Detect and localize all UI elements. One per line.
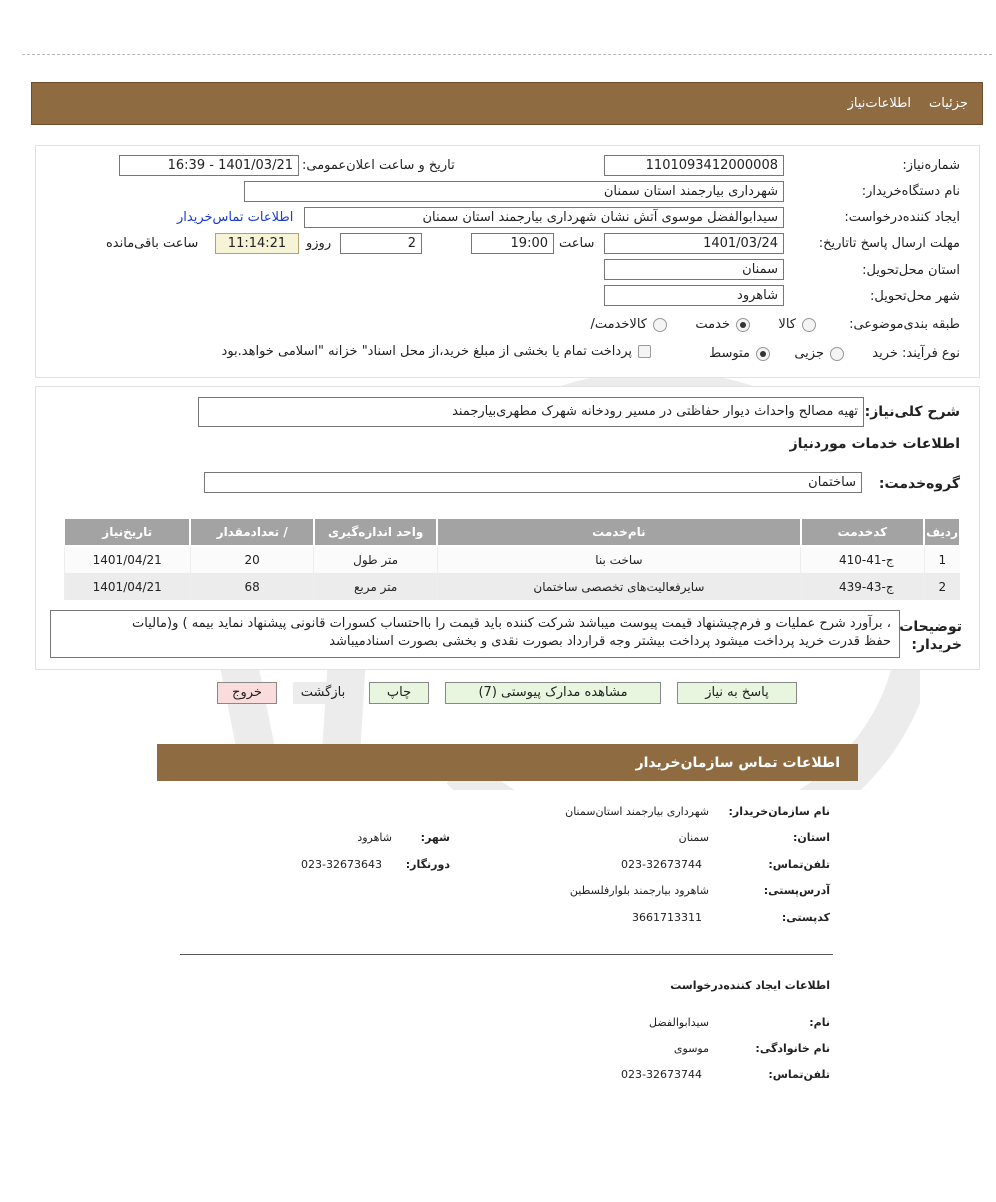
services-table	[63, 517, 961, 600]
header-bar	[31, 82, 983, 125]
remaining-time-box: 11:14:21	[215, 233, 299, 254]
fax-value: 023-32673643	[301, 858, 382, 871]
province-field[interactable]: سمنان	[604, 259, 784, 280]
service-group-field[interactable]: ساختمان	[204, 472, 862, 493]
requester-name-value: سیدابوالفضل	[649, 1016, 709, 1029]
cell-code: ج-41-410	[801, 546, 925, 573]
cell-name: سایرفعالیت‌های تخصصی ساختمان	[437, 573, 800, 600]
contact-province-value: سمنان	[678, 831, 709, 844]
need-number-field[interactable]: 1101093412000008	[604, 155, 784, 176]
cell-date: 1401/04/21	[64, 573, 190, 600]
address-value: شاهرود بیارجمند بلوارفلسطین	[569, 884, 709, 897]
process-option-minor[interactable]: جزیی	[794, 346, 844, 361]
back-button[interactable]: بازگشت	[293, 682, 353, 704]
city-label: شهر محل‌تحویل:	[870, 289, 960, 304]
contact-province-label: استان:	[793, 831, 830, 844]
org-label: نام سازمان‌خریدار:	[728, 805, 830, 818]
attachments-button[interactable]: مشاهده مدارک پیوستی (7)	[445, 682, 661, 704]
requester-phone-label: تلفن‌تماس:	[768, 1068, 830, 1081]
announce-field[interactable]: 1401/03/21 - 16:39	[119, 155, 299, 176]
process-label: نوع فرآیند: خرید	[872, 346, 960, 361]
col-date: تاریخ‌نیاز	[64, 518, 190, 546]
cell-unit: متر طول	[314, 546, 437, 573]
category-label: طبقه بندی‌موضوعی:	[849, 317, 960, 332]
table-row[interactable]	[64, 573, 960, 600]
buyer-org-label: نام دستگاه‌خریدار:	[861, 184, 960, 199]
need-number-label: شماره‌نیاز:	[902, 158, 960, 173]
province-label: استان محل‌تحویل:	[862, 263, 960, 278]
buyer-notes-label: توضیحات خریدار:	[899, 619, 962, 653]
tab-need-info[interactable]: اطلاعات‌نیاز	[847, 96, 912, 111]
days-label: روزو	[306, 236, 332, 251]
contact-section-header: اطلاعات تماس سازمان‌خریدار	[157, 744, 858, 781]
org-value: شهرداری بیارجمند استان‌سمنان	[565, 805, 709, 818]
exit-button[interactable]: خروج	[217, 682, 277, 704]
requester-title: اطلاعات ایجاد کننده‌درخواست	[670, 979, 830, 992]
payment-note: پرداخت تمام یا بخشی از مبلغ خرید،از محل اسناد" خزانه "اسلامی خواهد.بود	[222, 344, 651, 359]
tab-details[interactable]: جزئیات	[929, 96, 968, 111]
cell-row: 2	[924, 573, 960, 600]
print-button[interactable]: چاپ	[369, 682, 429, 704]
col-name: نام‌خدمت	[437, 518, 800, 546]
buyer-notes-line1: ، برآورد شرح عملیات و فرم‌چیشنهاد قیمت پیوست میباشد شرکت کننده باید قیمت را بااحتساب کسورات قانونی پیشنهاد نماید بیمه ) و(مالیات	[132, 616, 891, 631]
requester-family-label: نام خانوادگی:	[755, 1042, 830, 1055]
buyer-notes-line2: حفظ قدرت خرید پرداخت میشود پرداخت بیشتر وجه قرارداد بصورت نقدی و بخشی بصورت اسنادمیباشد	[329, 634, 891, 649]
table-row[interactable]	[64, 546, 960, 573]
announce-label: تاریخ و ساعت اعلان‌عمومی:	[302, 158, 455, 173]
creator-label: ایجاد کننده‌درخواست:	[844, 210, 960, 225]
col-qty: / تعدادمقدار	[190, 518, 313, 546]
top-divider	[22, 54, 992, 55]
radio-selected-icon[interactable]	[756, 347, 770, 361]
summary-label: شرح کلی‌نیاز:	[864, 404, 960, 420]
radio-icon[interactable]	[830, 347, 844, 361]
category-option-service[interactable]: خدمت	[695, 317, 750, 332]
buyer-org-field[interactable]: شهرداری بیارجمند استان سمنان	[244, 181, 784, 202]
requester-phone-value: 023-32673744	[621, 1068, 702, 1081]
requester-family-value: موسوی	[673, 1042, 709, 1055]
contact-city-value: شاهرود	[357, 831, 392, 844]
fax-label: دورنگار:	[405, 858, 450, 871]
table-header-row	[64, 518, 960, 546]
postal-label: کد‌پستی:	[781, 911, 830, 924]
cell-code: ج-43-439	[801, 573, 925, 600]
buyer-contact-link[interactable]: اطلاعات تماس‌خریدار	[177, 210, 294, 225]
deadline-label: مهلت ارسال پاسخ تا‌تاریخ:	[818, 236, 960, 251]
process-option-medium[interactable]: متوسط	[709, 346, 770, 361]
contact-phone-value: 023-32673744	[621, 858, 702, 871]
contact-city-label: شهر:	[420, 831, 450, 844]
time-label: ساعت	[559, 236, 595, 251]
col-row: ردیف	[924, 518, 960, 546]
cell-name: ساخت بنا	[437, 546, 800, 573]
requester-name-label: نام:	[809, 1016, 830, 1029]
creator-field[interactable]: سیدابوالفضل موسوی آتش نشان شهرداری بیارجمند استان سمنان	[304, 207, 784, 228]
services-title: اطلاعات خدمات موردنیاز	[789, 436, 960, 452]
cell-qty: 20	[190, 546, 313, 573]
contact-phone-label: تلفن‌تماس:	[768, 858, 830, 871]
radio-icon[interactable]	[802, 318, 816, 332]
reply-button[interactable]: پاسخ به نیاز	[677, 682, 797, 704]
deadline-date-field[interactable]: 1401/03/24	[604, 233, 784, 254]
deadline-time-field[interactable]: 19:00	[471, 233, 554, 254]
col-unit: واحد اندازه‌گیری	[314, 518, 437, 546]
radio-icon[interactable]	[653, 318, 667, 332]
category-option-goods-service[interactable]: کالا‌خدمت/	[590, 317, 667, 332]
cell-row: 1	[924, 546, 960, 573]
service-group-label: گروه‌خدمت:	[878, 476, 960, 492]
checkbox-icon[interactable]	[638, 345, 651, 358]
cell-qty: 68	[190, 573, 313, 600]
days-field[interactable]: 2	[340, 233, 422, 254]
cell-date: 1401/04/21	[64, 546, 190, 573]
postal-value: 3661713311	[632, 911, 702, 924]
summary-field[interactable]: تهیه مصالح واحداث دیوار حفاظتی در مسیر رودخانه شهرک مطهری‌بیارجمند	[198, 397, 864, 427]
remaining-label: ساعت باقی‌مانده	[106, 236, 199, 251]
buyer-notes-box	[50, 610, 900, 658]
address-label: آدرس‌پستی:	[763, 884, 830, 897]
radio-selected-icon[interactable]	[736, 318, 750, 332]
col-code: کدخدمت	[801, 518, 925, 546]
category-option-goods[interactable]: کالا	[778, 317, 816, 332]
section-divider	[180, 954, 833, 955]
city-field[interactable]: شاهرود	[604, 285, 784, 306]
cell-unit: متر مربع	[314, 573, 437, 600]
